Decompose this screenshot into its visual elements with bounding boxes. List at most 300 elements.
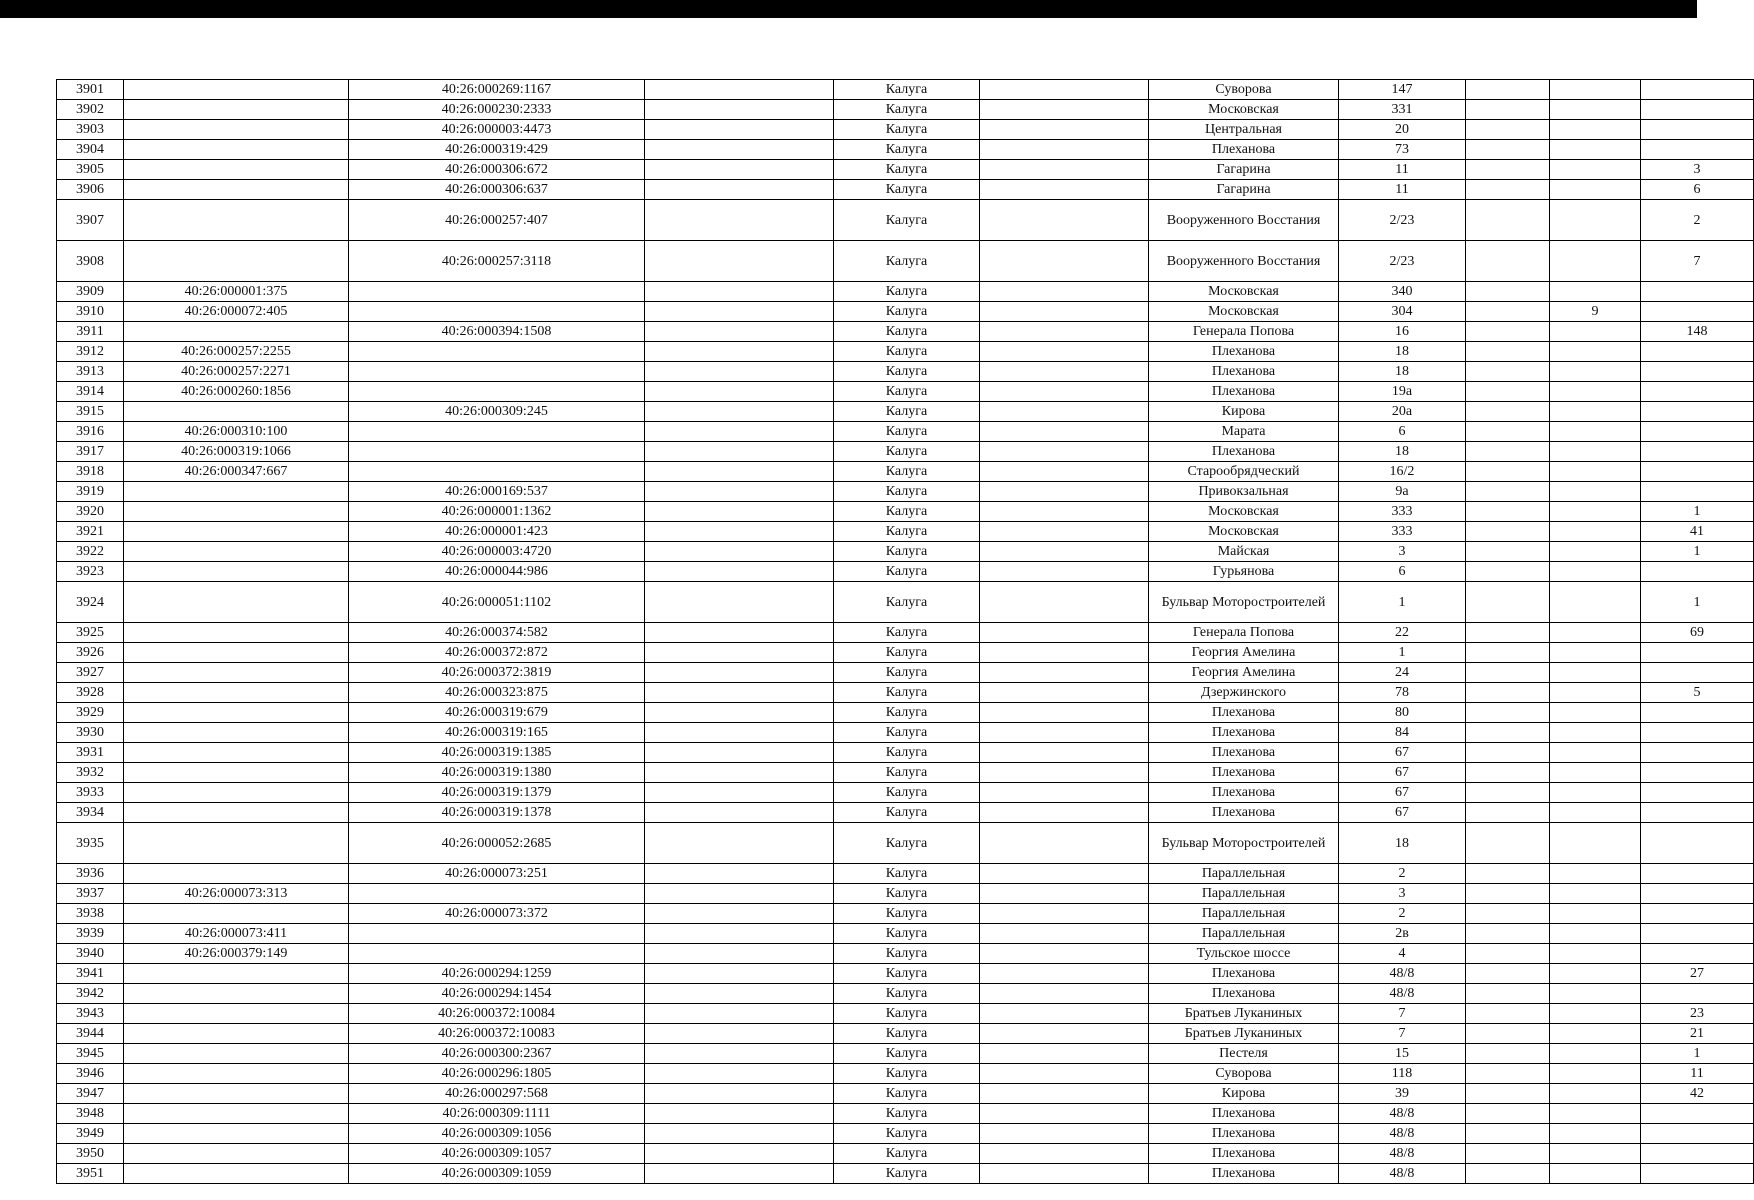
table-row — [57, 120, 1754, 140]
blank-col-6-cell — [980, 522, 1149, 542]
blank-col-4-cell — [645, 322, 834, 342]
house-number-cell: 2 — [1339, 864, 1466, 884]
blank-col-9-cell — [1466, 683, 1550, 703]
blank-col-9-cell — [1466, 522, 1550, 542]
apartment-number-cell — [1641, 783, 1754, 803]
row-number-cell: 3943 — [57, 1004, 124, 1024]
street-cell: Гагарина — [1149, 160, 1339, 180]
city-cell: Калуга — [834, 542, 980, 562]
blank-col-6-cell — [980, 864, 1149, 884]
cadastral-number-b-cell: 40:26:000319:679 — [349, 703, 645, 723]
row-number-cell: 3911 — [57, 322, 124, 342]
cadastral-number-b-cell — [349, 422, 645, 442]
row-number-cell: 3949 — [57, 1124, 124, 1144]
row-number-cell: 3929 — [57, 703, 124, 723]
cadastral-number-b-cell: 40:26:000309:245 — [349, 402, 645, 422]
blank-col-6-cell — [980, 322, 1149, 342]
blank-col-9-cell — [1466, 944, 1550, 964]
blank-col-9-cell — [1466, 442, 1550, 462]
row-number-cell: 3916 — [57, 422, 124, 442]
city-cell: Калуга — [834, 944, 980, 964]
street-cell: Плеханова — [1149, 803, 1339, 823]
row-number-cell: 3951 — [57, 1164, 124, 1184]
apartment-number-cell — [1641, 803, 1754, 823]
apartment-number-cell — [1641, 482, 1754, 502]
blank-col-9-cell — [1466, 643, 1550, 663]
cadastral-number-a-cell: 40:26:000257:2255 — [124, 342, 349, 362]
table-row — [57, 362, 1754, 382]
row-number-cell: 3931 — [57, 743, 124, 763]
table-row — [57, 100, 1754, 120]
apartment-number-cell: 6 — [1641, 180, 1754, 200]
cadastral-number-a-cell — [124, 241, 349, 282]
street-cell: Георгия Амелина — [1149, 643, 1339, 663]
house-number-cell: 16 — [1339, 322, 1466, 342]
apartment-number-cell: 41 — [1641, 522, 1754, 542]
row-number-cell: 3936 — [57, 864, 124, 884]
cadastral-number-a-cell — [124, 783, 349, 803]
table-row — [57, 382, 1754, 402]
city-cell: Калуга — [834, 180, 980, 200]
blank-col-9-cell — [1466, 322, 1550, 342]
blank-col-4-cell — [645, 562, 834, 582]
cadastral-number-b-cell: 40:26:000309:1059 — [349, 1164, 645, 1184]
blank-col-6-cell — [980, 783, 1149, 803]
blank-col-4-cell — [645, 1144, 834, 1164]
house-number-cell: 118 — [1339, 1064, 1466, 1084]
blank-col-9-cell — [1466, 302, 1550, 322]
blank-col-4-cell — [645, 1164, 834, 1184]
blank-col-6-cell — [980, 1004, 1149, 1024]
street-cell: Георгия Амелина — [1149, 663, 1339, 683]
building-number-cell — [1550, 1004, 1641, 1024]
blank-col-4-cell — [645, 884, 834, 904]
blank-col-9-cell — [1466, 502, 1550, 522]
blank-col-6-cell — [980, 703, 1149, 723]
table-row — [57, 1144, 1754, 1164]
table-row — [57, 864, 1754, 884]
building-number-cell — [1550, 683, 1641, 703]
building-number-cell — [1550, 482, 1641, 502]
blank-col-4-cell — [645, 282, 834, 302]
apartment-number-cell — [1641, 462, 1754, 482]
table-row — [57, 723, 1754, 743]
apartment-number-cell — [1641, 1144, 1754, 1164]
cadastral-number-a-cell — [124, 542, 349, 562]
building-number-cell — [1550, 1164, 1641, 1184]
building-number-cell — [1550, 944, 1641, 964]
blank-col-4-cell — [645, 944, 834, 964]
street-cell: Бульвар Моторостроителей — [1149, 823, 1339, 864]
cadastral-number-b-cell: 40:26:000073:251 — [349, 864, 645, 884]
blank-col-4-cell — [645, 402, 834, 422]
cadastral-number-b-cell — [349, 302, 645, 322]
row-number-cell: 3901 — [57, 80, 124, 100]
city-cell: Калуга — [834, 120, 980, 140]
blank-col-9-cell — [1466, 282, 1550, 302]
street-cell: Плеханова — [1149, 382, 1339, 402]
cadastral-number-b-cell: 40:26:000169:537 — [349, 482, 645, 502]
city-cell: Калуга — [834, 823, 980, 864]
city-cell: Калуга — [834, 743, 980, 763]
building-number-cell — [1550, 402, 1641, 422]
row-number-cell: 3946 — [57, 1064, 124, 1084]
house-number-cell: 11 — [1339, 180, 1466, 200]
city-cell: Калуга — [834, 462, 980, 482]
blank-col-6-cell — [980, 562, 1149, 582]
row-number-cell: 3948 — [57, 1104, 124, 1124]
house-number-cell: 39 — [1339, 1084, 1466, 1104]
blank-col-9-cell — [1466, 160, 1550, 180]
cadastral-number-a-cell: 40:26:000073:411 — [124, 924, 349, 944]
blank-col-9-cell — [1466, 462, 1550, 482]
street-cell: Кирова — [1149, 402, 1339, 422]
address-register-table — [56, 79, 1754, 1184]
cadastral-number-a-cell — [124, 1124, 349, 1144]
building-number-cell — [1550, 241, 1641, 282]
city-cell: Калуга — [834, 302, 980, 322]
blank-col-6-cell — [980, 582, 1149, 623]
apartment-number-cell — [1641, 703, 1754, 723]
house-number-cell: 2/23 — [1339, 200, 1466, 241]
blank-col-6-cell — [980, 1024, 1149, 1044]
building-number-cell — [1550, 562, 1641, 582]
blank-col-6-cell — [980, 723, 1149, 743]
city-cell: Калуга — [834, 100, 980, 120]
table-row — [57, 1124, 1754, 1144]
building-number-cell — [1550, 964, 1641, 984]
cadastral-number-b-cell — [349, 362, 645, 382]
building-number-cell — [1550, 200, 1641, 241]
blank-col-9-cell — [1466, 703, 1550, 723]
street-cell: Плеханова — [1149, 984, 1339, 1004]
blank-col-4-cell — [645, 1124, 834, 1144]
blank-col-6-cell — [980, 120, 1149, 140]
cadastral-number-b-cell: 40:26:000372:10083 — [349, 1024, 645, 1044]
blank-col-9-cell — [1466, 823, 1550, 864]
building-number-cell — [1550, 100, 1641, 120]
cadastral-number-b-cell: 40:26:000300:2367 — [349, 1044, 645, 1064]
blank-col-9-cell — [1466, 422, 1550, 442]
cadastral-number-b-cell — [349, 924, 645, 944]
blank-col-6-cell — [980, 884, 1149, 904]
city-cell: Калуга — [834, 1124, 980, 1144]
cadastral-number-b-cell: 40:26:000052:2685 — [349, 823, 645, 864]
row-number-cell: 3902 — [57, 100, 124, 120]
table-row — [57, 683, 1754, 703]
blank-col-4-cell — [645, 984, 834, 1004]
city-cell: Калуга — [834, 582, 980, 623]
city-cell: Калуга — [834, 442, 980, 462]
row-number-cell: 3907 — [57, 200, 124, 241]
apartment-number-cell — [1641, 442, 1754, 462]
city-cell: Калуга — [834, 562, 980, 582]
blank-col-9-cell — [1466, 623, 1550, 643]
blank-col-6-cell — [980, 1164, 1149, 1184]
blank-col-9-cell — [1466, 803, 1550, 823]
cadastral-number-a-cell: 40:26:000319:1066 — [124, 442, 349, 462]
blank-col-9-cell — [1466, 582, 1550, 623]
row-number-cell: 3923 — [57, 562, 124, 582]
blank-col-9-cell — [1466, 100, 1550, 120]
city-cell: Калуга — [834, 80, 980, 100]
blank-col-9-cell — [1466, 1064, 1550, 1084]
apartment-number-cell — [1641, 140, 1754, 160]
apartment-number-cell — [1641, 984, 1754, 1004]
apartment-number-cell — [1641, 643, 1754, 663]
table-row — [57, 1024, 1754, 1044]
house-number-cell: 19а — [1339, 382, 1466, 402]
cadastral-number-b-cell: 40:26:000294:1454 — [349, 984, 645, 1004]
apartment-number-cell: 23 — [1641, 1004, 1754, 1024]
blank-col-6-cell — [980, 623, 1149, 643]
cadastral-number-a-cell — [124, 803, 349, 823]
house-number-cell: 7 — [1339, 1004, 1466, 1024]
blank-col-4-cell — [645, 362, 834, 382]
blank-col-6-cell — [980, 241, 1149, 282]
street-cell: Бульвар Моторостроителей — [1149, 582, 1339, 623]
blank-col-6-cell — [980, 964, 1149, 984]
city-cell: Калуга — [834, 864, 980, 884]
city-cell: Калуга — [834, 924, 980, 944]
blank-col-9-cell — [1466, 884, 1550, 904]
cadastral-number-b-cell: 40:26:000001:423 — [349, 522, 645, 542]
blank-col-9-cell — [1466, 1004, 1550, 1024]
cadastral-number-b-cell: 40:26:000372:10084 — [349, 1004, 645, 1024]
city-cell: Калуга — [834, 984, 980, 1004]
table-row — [57, 442, 1754, 462]
apartment-number-cell — [1641, 1164, 1754, 1184]
street-cell: Плеханова — [1149, 964, 1339, 984]
cadastral-number-a-cell — [124, 904, 349, 924]
city-cell: Калуга — [834, 623, 980, 643]
blank-col-6-cell — [980, 282, 1149, 302]
building-number-cell — [1550, 783, 1641, 803]
blank-col-6-cell — [980, 382, 1149, 402]
blank-col-4-cell — [645, 623, 834, 643]
blank-col-4-cell — [645, 582, 834, 623]
cadastral-number-b-cell: 40:26:000306:637 — [349, 180, 645, 200]
table-row — [57, 623, 1754, 643]
blank-col-4-cell — [645, 302, 834, 322]
city-cell: Калуга — [834, 884, 980, 904]
table-row — [57, 783, 1754, 803]
table-row — [57, 944, 1754, 964]
row-number-cell: 3904 — [57, 140, 124, 160]
apartment-number-cell — [1641, 904, 1754, 924]
building-number-cell — [1550, 1104, 1641, 1124]
blank-col-4-cell — [645, 462, 834, 482]
apartment-number-cell — [1641, 763, 1754, 783]
blank-col-4-cell — [645, 241, 834, 282]
blank-col-9-cell — [1466, 482, 1550, 502]
city-cell: Калуга — [834, 382, 980, 402]
blank-col-6-cell — [980, 100, 1149, 120]
street-cell: Братьев Луканиных — [1149, 1024, 1339, 1044]
blank-col-6-cell — [980, 180, 1149, 200]
cadastral-number-b-cell: 40:26:000003:4720 — [349, 542, 645, 562]
blank-col-4-cell — [645, 803, 834, 823]
street-cell: Параллельная — [1149, 904, 1339, 924]
cadastral-number-b-cell: 40:26:000003:4473 — [349, 120, 645, 140]
apartment-number-cell — [1641, 864, 1754, 884]
house-number-cell: 340 — [1339, 282, 1466, 302]
street-cell: Гагарина — [1149, 180, 1339, 200]
blank-col-6-cell — [980, 482, 1149, 502]
blank-col-4-cell — [645, 1004, 834, 1024]
cadastral-number-a-cell — [124, 200, 349, 241]
house-number-cell: 6 — [1339, 422, 1466, 442]
building-number-cell — [1550, 864, 1641, 884]
building-number-cell — [1550, 1084, 1641, 1104]
blank-col-4-cell — [645, 200, 834, 241]
table-row — [57, 241, 1754, 282]
table-row — [57, 80, 1754, 100]
street-cell: Майская — [1149, 542, 1339, 562]
city-cell: Калуга — [834, 241, 980, 282]
house-number-cell: 333 — [1339, 522, 1466, 542]
blank-col-6-cell — [980, 1064, 1149, 1084]
house-number-cell: 7 — [1339, 1024, 1466, 1044]
city-cell: Калуга — [834, 422, 980, 442]
street-cell: Плеханова — [1149, 342, 1339, 362]
city-cell: Калуга — [834, 322, 980, 342]
street-cell: Плеханова — [1149, 140, 1339, 160]
blank-col-9-cell — [1466, 402, 1550, 422]
table-row — [57, 342, 1754, 362]
apartment-number-cell: 21 — [1641, 1024, 1754, 1044]
blank-col-4-cell — [645, 80, 834, 100]
street-cell: Генерала Попова — [1149, 623, 1339, 643]
building-number-cell: 9 — [1550, 302, 1641, 322]
blank-col-4-cell — [645, 723, 834, 743]
blank-col-4-cell — [645, 140, 834, 160]
cadastral-number-a-cell — [124, 763, 349, 783]
blank-col-4-cell — [645, 422, 834, 442]
city-cell: Калуга — [834, 683, 980, 703]
cadastral-number-a-cell — [124, 1144, 349, 1164]
building-number-cell — [1550, 1024, 1641, 1044]
city-cell: Калуга — [834, 282, 980, 302]
cadastral-number-b-cell: 40:26:000319:1379 — [349, 783, 645, 803]
house-number-cell: 67 — [1339, 743, 1466, 763]
table-row — [57, 763, 1754, 783]
cadastral-number-b-cell: 40:26:000294:1259 — [349, 964, 645, 984]
cadastral-number-b-cell: 40:26:000257:407 — [349, 200, 645, 241]
cadastral-number-a-cell — [124, 100, 349, 120]
table-row — [57, 402, 1754, 422]
building-number-cell — [1550, 703, 1641, 723]
city-cell: Калуга — [834, 502, 980, 522]
street-cell: Плеханова — [1149, 362, 1339, 382]
cadastral-number-b-cell: 40:26:000001:1362 — [349, 502, 645, 522]
blank-col-9-cell — [1466, 382, 1550, 402]
cadastral-number-a-cell — [124, 160, 349, 180]
building-number-cell — [1550, 120, 1641, 140]
table-row — [57, 542, 1754, 562]
house-number-cell: 20 — [1339, 120, 1466, 140]
house-number-cell: 48/8 — [1339, 1144, 1466, 1164]
building-number-cell — [1550, 623, 1641, 643]
blank-col-4-cell — [645, 924, 834, 944]
city-cell: Калуга — [834, 1004, 980, 1024]
row-number-cell: 3921 — [57, 522, 124, 542]
blank-col-9-cell — [1466, 1104, 1550, 1124]
cadastral-number-a-cell — [124, 402, 349, 422]
street-cell: Старообрядческий — [1149, 462, 1339, 482]
city-cell: Калуга — [834, 964, 980, 984]
row-number-cell: 3947 — [57, 1084, 124, 1104]
table-row — [57, 823, 1754, 864]
cadastral-number-a-cell — [124, 864, 349, 884]
row-number-cell: 3938 — [57, 904, 124, 924]
blank-col-6-cell — [980, 663, 1149, 683]
table-row — [57, 1164, 1754, 1184]
blank-col-6-cell — [980, 362, 1149, 382]
building-number-cell — [1550, 382, 1641, 402]
row-number-cell: 3915 — [57, 402, 124, 422]
row-number-cell: 3918 — [57, 462, 124, 482]
table-row — [57, 200, 1754, 241]
cadastral-number-b-cell: 40:26:000319:1385 — [349, 743, 645, 763]
blank-col-6-cell — [980, 342, 1149, 362]
street-cell: Параллельная — [1149, 884, 1339, 904]
apartment-number-cell: 42 — [1641, 1084, 1754, 1104]
cadastral-number-a-cell — [124, 1064, 349, 1084]
table-row — [57, 1064, 1754, 1084]
blank-col-6-cell — [980, 302, 1149, 322]
house-number-cell: 333 — [1339, 502, 1466, 522]
apartment-number-cell — [1641, 944, 1754, 964]
street-cell: Плеханова — [1149, 703, 1339, 723]
table-row — [57, 884, 1754, 904]
building-number-cell — [1550, 502, 1641, 522]
building-number-cell — [1550, 924, 1641, 944]
row-number-cell: 3939 — [57, 924, 124, 944]
table-row — [57, 160, 1754, 180]
house-number-cell: 78 — [1339, 683, 1466, 703]
blank-col-9-cell — [1466, 1164, 1550, 1184]
row-number-cell: 3903 — [57, 120, 124, 140]
row-number-cell: 3912 — [57, 342, 124, 362]
blank-col-6-cell — [980, 1044, 1149, 1064]
house-number-cell: 48/8 — [1339, 1164, 1466, 1184]
building-number-cell — [1550, 1124, 1641, 1144]
blank-col-9-cell — [1466, 864, 1550, 884]
blank-col-4-cell — [645, 180, 834, 200]
cadastral-number-a-cell — [124, 1084, 349, 1104]
blank-col-9-cell — [1466, 763, 1550, 783]
row-number-cell: 3928 — [57, 683, 124, 703]
blank-col-6-cell — [980, 80, 1149, 100]
cadastral-number-a-cell — [124, 80, 349, 100]
cadastral-number-a-cell: 40:26:000072:405 — [124, 302, 349, 322]
table-row — [57, 643, 1754, 663]
cadastral-number-a-cell — [124, 582, 349, 623]
cadastral-number-a-cell — [124, 562, 349, 582]
row-number-cell: 3913 — [57, 362, 124, 382]
house-number-cell: 67 — [1339, 783, 1466, 803]
building-number-cell — [1550, 422, 1641, 442]
apartment-number-cell — [1641, 663, 1754, 683]
blank-col-9-cell — [1466, 241, 1550, 282]
cadastral-number-a-cell — [124, 984, 349, 1004]
house-number-cell: 67 — [1339, 763, 1466, 783]
house-number-cell: 2 — [1339, 904, 1466, 924]
table-row — [57, 562, 1754, 582]
apartment-number-cell — [1641, 924, 1754, 944]
blank-col-9-cell — [1466, 342, 1550, 362]
